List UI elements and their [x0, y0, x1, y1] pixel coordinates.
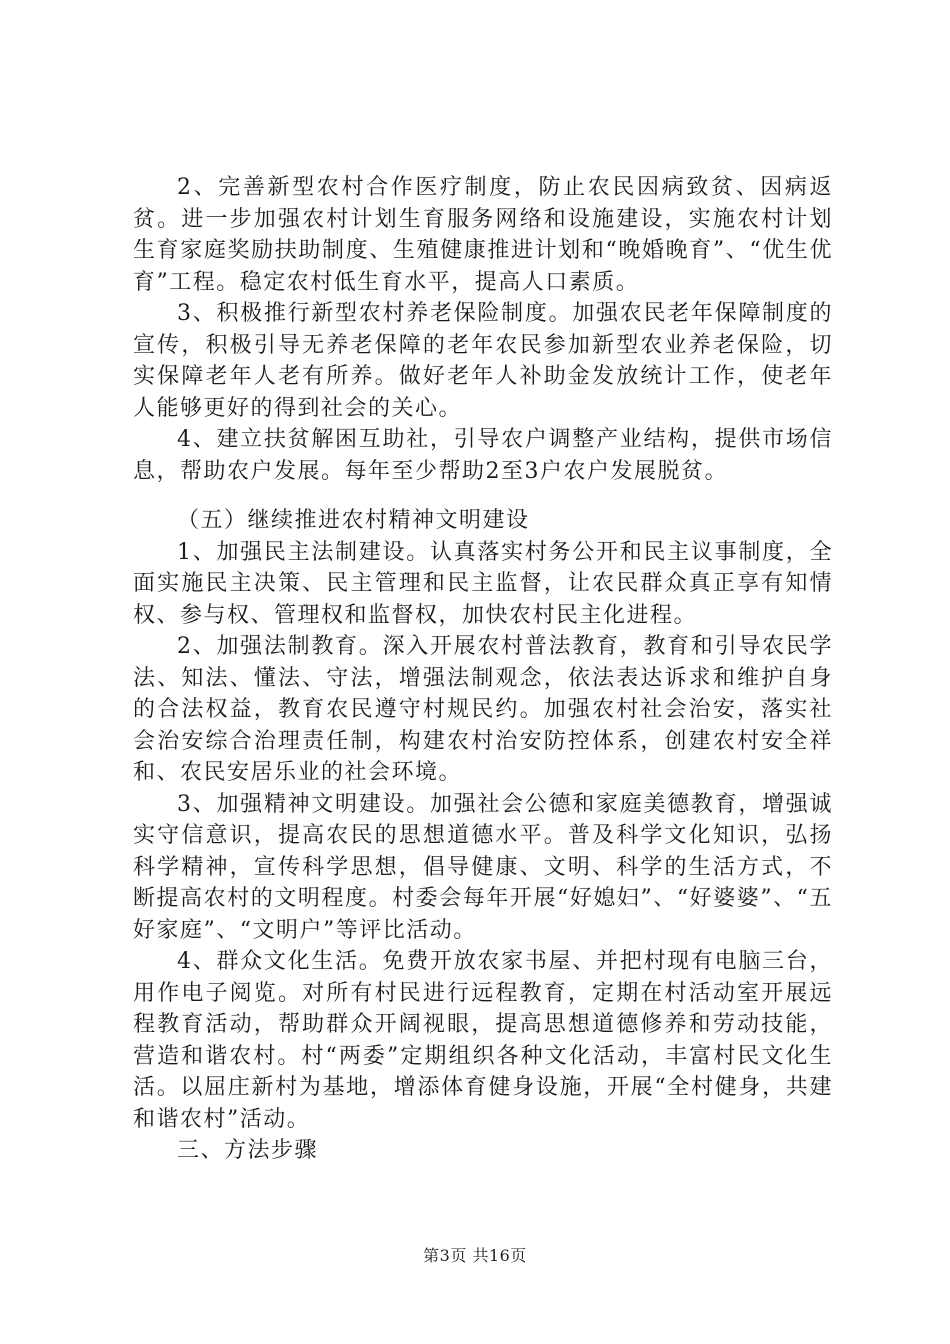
document-body — [133, 172, 833, 1167]
paragraph-legal-education: 2、加强法制教育。深入开展农村普法教育，教育和引导农民学法、知法、懂法、守法，增强法制观念，依法表达诉求和维护自身的合法权益，教育农民遵守村规民约。加强农村社会治安，落实社会治安综合治理责任制，构建农村治安防控体系，创建农村安全祥和、农民安居乐业的社会环境。 — [133, 634, 833, 785]
paragraph-cultural-life: 4、群众文化生活。免费开放农家书屋、并把村现有电脑三台，用作电子阅览。对所有村民进行远程教育，定期在村活动室开展远程教育活动，帮助群众开阔视眼，提高思想道德修养和劳动技能，营造和谐农村。村“两委”定期组织各种文化活动，丰富村民文化生活。以屈庄新村为基地，增添体育健身设施，开展“全村健身，共建和谐农村”活动。 — [133, 949, 833, 1132]
section-heading-spiritual-civilization: （五）继续推进农村精神文明建设 — [177, 508, 530, 533]
paragraph-health-care: 2、完善新型农村合作医疗制度，防止农民因病致贫、因病返贫。进一步加强农村计划生育服务网络和设施建设，实施农村计划生育家庭奖励扶助制度、生殖健康推进计划和“晚婚晚育”、“优生优育”工程。稳定农村低生育水平，提高人口素质。 — [133, 175, 833, 295]
page-number-footer: 第3页 共16页 — [423, 1246, 527, 1265]
paragraph-poverty-relief: 4、建立扶贫解困互助社，引导农户调整产业结构，提供市场信息，帮助农户发展。每年至少帮助2至3户农户发展脱贫。 — [133, 427, 833, 484]
section-heading-method-steps: 三、方法步骤 — [177, 1138, 319, 1163]
paragraph-spiritual-civilization: 3、加强精神文明建设。加强社会公德和家庭美德教育，增强诚实守信意识，提高农民的思想道德水平。普及科学文化知识，弘扬科学精神，宣传科学思想，倡导健康、文明、科学的生活方式，不断提高农村的文明程度。村委会每年开展“好媳妇”、“好婆婆”、“五好家庭”、“文明户”等评比活动。 — [133, 791, 833, 943]
paragraph-pension-insurance: 3、积极推行新型农村养老保险制度。加强农民老年保障制度的宣传，积极引导无养老保障的老年农民参加新型农业养老保险，切实保障老年人老有所养。做好老年人补助金发放统计工作，使老年人能够更好的得到社会的关心。 — [133, 301, 833, 421]
paragraph-democracy-legal: 1、加强民主法制建设。认真落实村务公开和民主议事制度，全面实施民主决策、民主管理和民主监督，让农民群众真正享有知情权、参与权、管理权和监督权，加快农村民主化进程。 — [133, 539, 833, 628]
